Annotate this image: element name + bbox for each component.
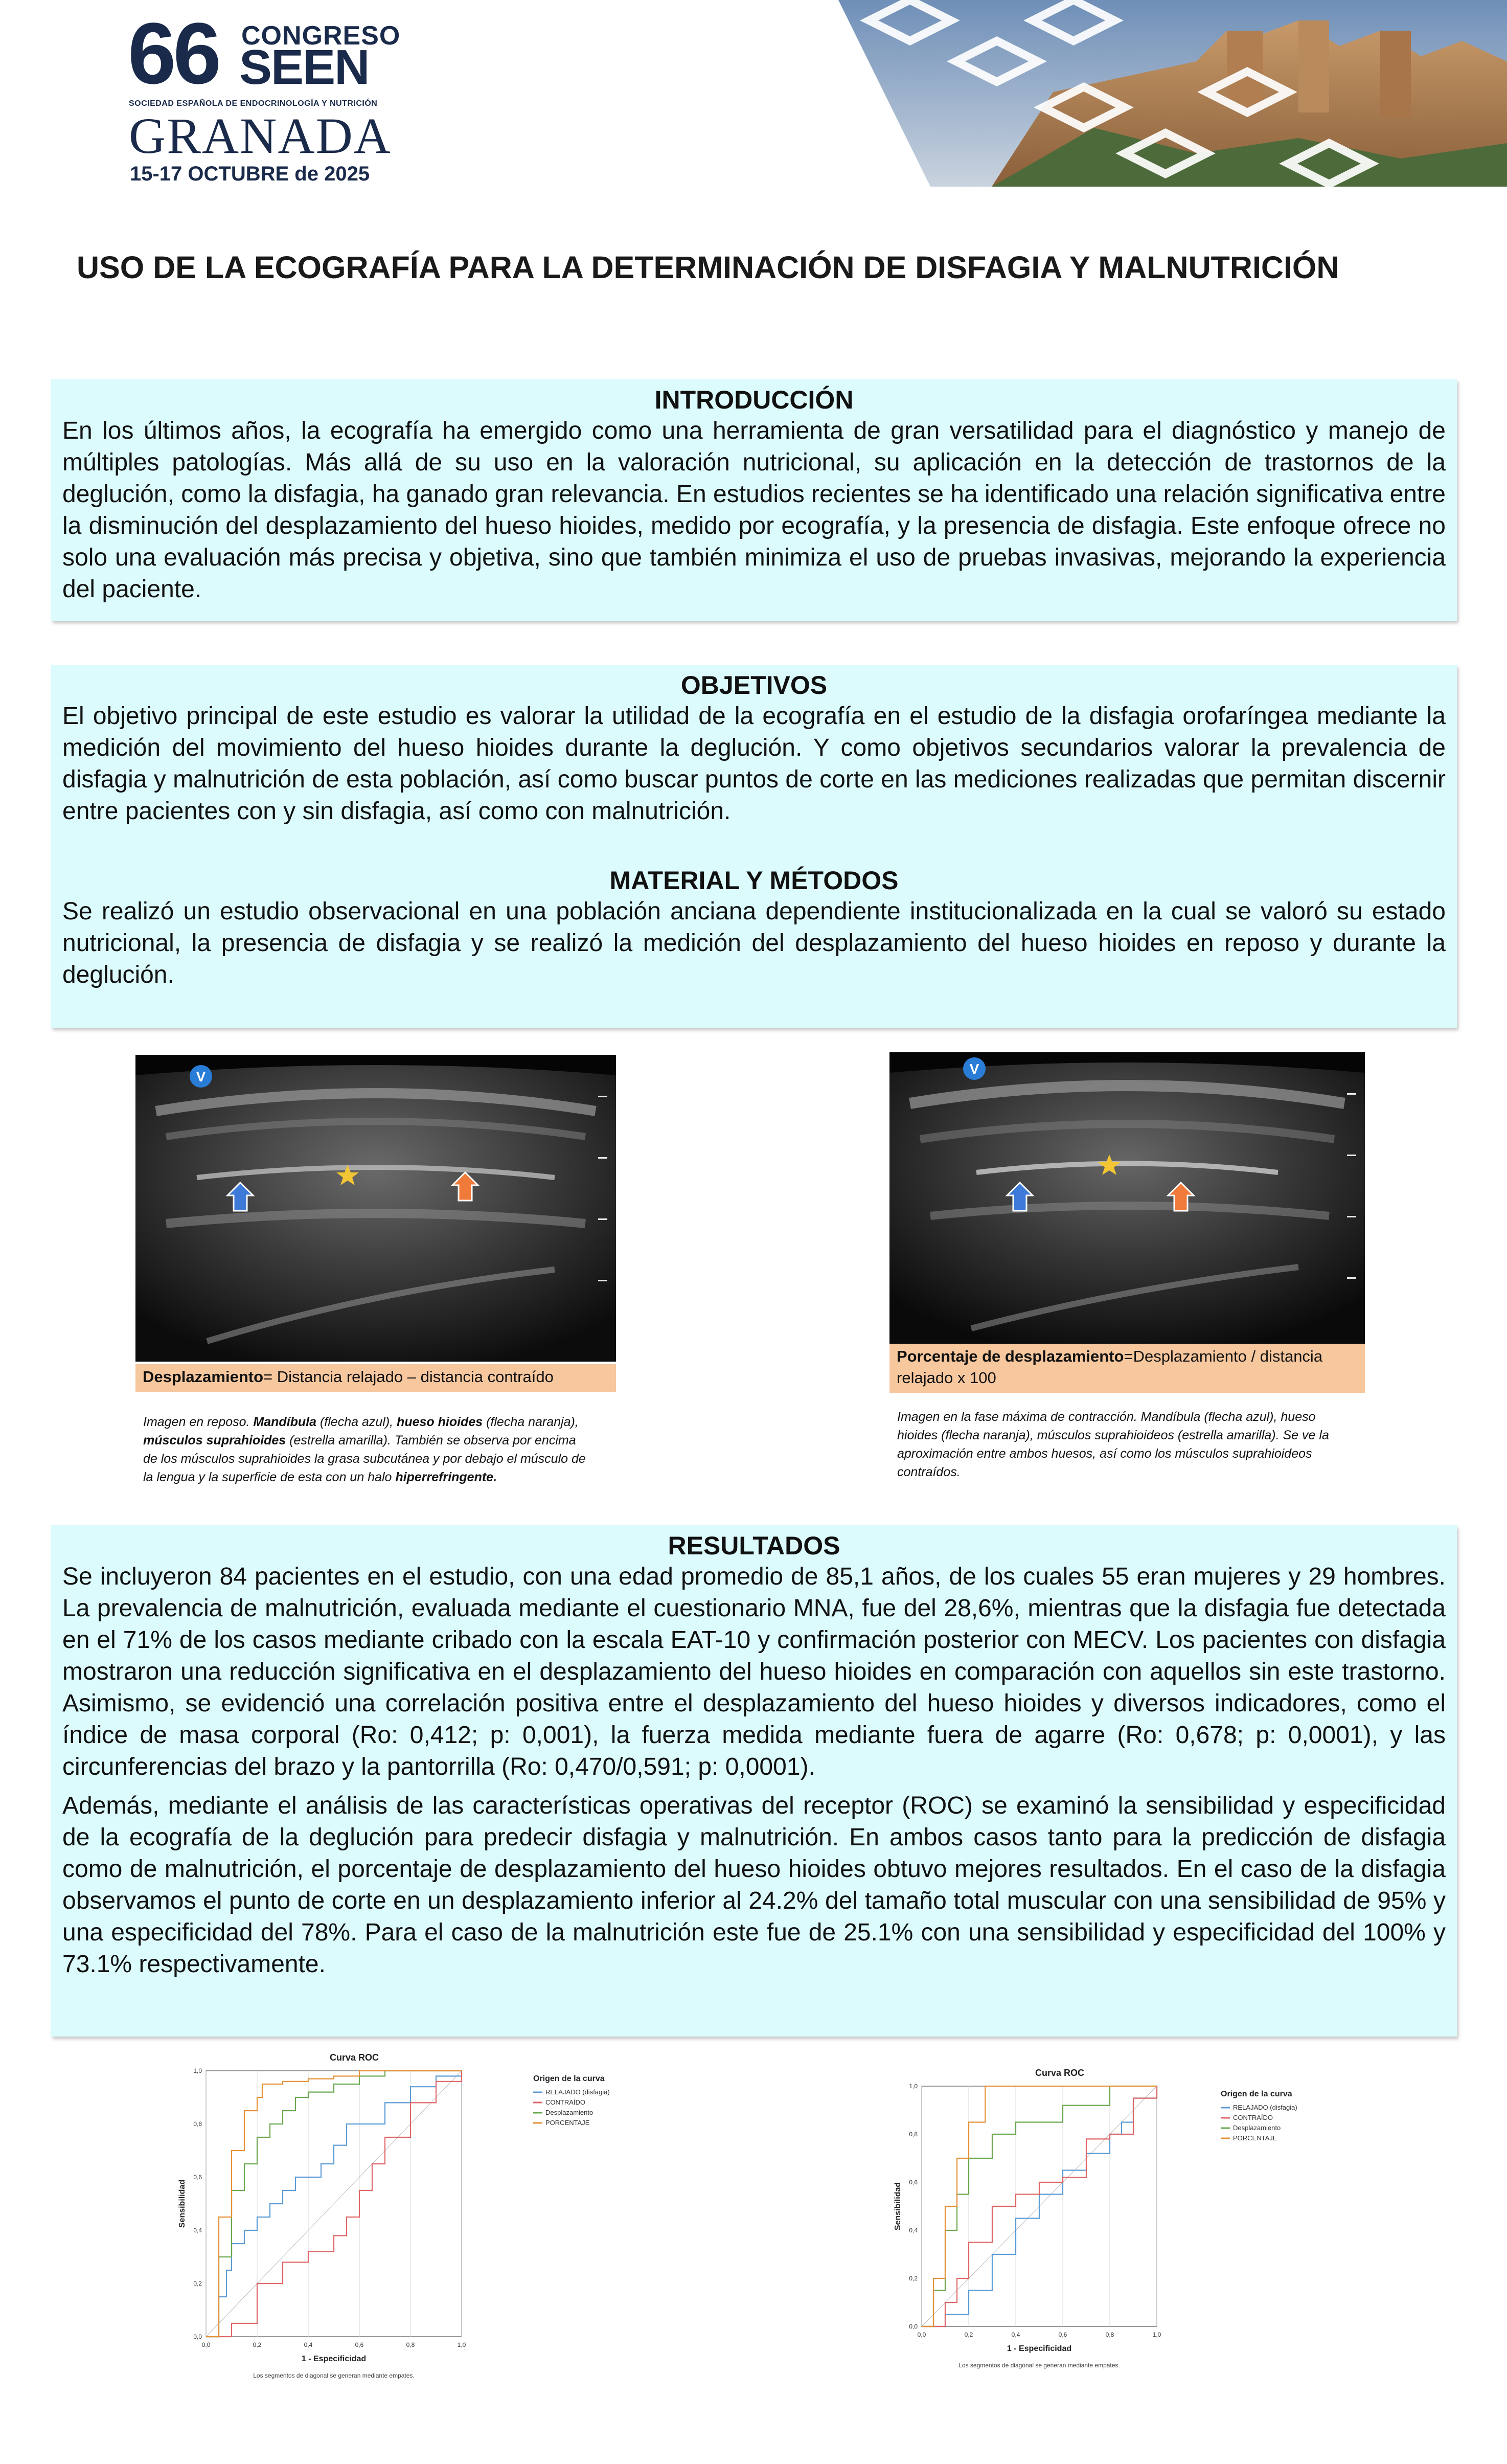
formula-displacement-label: Desplazamiento	[143, 1368, 264, 1386]
resultados-section	[51, 1525, 1457, 2037]
note-text: (flecha azul),	[316, 1415, 397, 1429]
logo-city: GRANADA	[129, 107, 392, 164]
roc-chart-dysphagia	[175, 2045, 676, 2393]
legend-entry: Desplazamiento	[1233, 2124, 1281, 2132]
y-tick-label: 0,8	[193, 2120, 202, 2128]
poster-title: USO DE LA ECOGRAFÍA PARA LA DETERMINACIÓN DE DISFAGIA Y MALNUTRICIÓN	[77, 250, 1339, 285]
x-tick-label: 0,4	[304, 2341, 313, 2348]
y-tick-label: 1,0	[909, 2083, 918, 2090]
logo-congreso: CONGRESO	[241, 21, 401, 51]
y-axis-label: Sensibilidad	[894, 2182, 902, 2231]
note-text: (flecha naranja),	[483, 1415, 579, 1429]
objetivos-material-section	[51, 665, 1457, 1028]
legend-entry: PORCENTAJE	[545, 2119, 590, 2127]
resultados-text-1: Se incluyeron 84 pacientes en el estudio, con una edad promedio de 85,1 años, de los cuales 55 eran mujeres y 29 hombres. La prevalencia de malnutrición, evaluada mediante el cuestionario MNA, fue del 28,6%, mientras que la disfagia fue detectada en el 71% de los casos mediante cribado con la escala EAT-10 y confirmación posterior con MECV. Los pacientes con disfagia mostraron una reducción significativa en el desplazamiento del hueso hioides en comparación con aquellos sin este trastorno. Asimismo, se evidenció una correlación positiva entre el desplazamiento del hueso hioides y diversos indicadores, como el índice de masa corporal (Ro: 0,412; p: 0,001), la fuerza medida mediante fuera de agarre (Ro: 0,678; p: 0,0001), y las circunferencias del brazo y la pantorrilla (Ro: 0,470/0,591; p: 0,0001).	[62, 1563, 1446, 1780]
note-bold: Mandíbula	[253, 1415, 317, 1429]
y-tick-label: 1,0	[193, 2067, 202, 2074]
x-axis-label: 1 - Especificidad	[301, 2355, 367, 2363]
ultrasound-figure-rest	[135, 1055, 616, 1515]
material-text: Se realizó un estudio observacional en una población anciana dependiente institucionalizada en la cual se valoró su estado nutricional, la presencia de disfagia y se realizó la medición del desplazamiento del hueso hioides en reposo y durante la deglución.	[62, 898, 1446, 988]
introduccion-text: En los últimos años, la ecografía ha emergido como una herramienta de gran versatilidad para el diagnóstico y manejo de múltiples patologías. Más allá de su uso en la valoración nutricional, su aplicación en la detección de trastornos de la deglución, como la disfagia, ha ganado gran relevancia. En estudios recientes se ha identificado una relación significativa entre la disminución del desplazamiento del hueso hioides, medido por ecografía, y la presencia de disfagia. Este enfoque ofrece no solo una evaluación más precisa y objetiva, sino que también minimiza el uso de pruebas invasivas, mejorando la experiencia del paciente.	[62, 417, 1446, 603]
probe-badge-label: V	[196, 1069, 206, 1084]
formula-percentage-rest: =Desplazamiento / distancia relajado x 100	[897, 1347, 1323, 1387]
y-axis-label: Sensibilidad	[178, 2179, 187, 2228]
legend-title: Origen de la curva	[533, 2074, 605, 2083]
y-tick-label: 0,4	[193, 2227, 202, 2234]
note-bold: hiperrefringente.	[395, 1470, 497, 1484]
note-bold: músculos suprahioides	[143, 1433, 286, 1448]
introduccion-section	[51, 379, 1457, 621]
x-tick-label: 0,8	[1105, 2331, 1114, 2338]
y-tick-label: 0,8	[909, 2131, 918, 2138]
ultrasound-figure-contraction	[889, 1052, 1365, 1512]
roc-chart-malnutrition	[883, 2061, 1354, 2393]
x-axis-label: 1 - Especificidad	[1007, 2344, 1072, 2353]
x-tick-label: 0,4	[1011, 2331, 1020, 2338]
y-tick-label: 0,2	[193, 2280, 202, 2287]
ultrasound-image-rest	[135, 1055, 616, 1362]
x-tick-label: 0,6	[1058, 2331, 1067, 2338]
formula-percentage	[889, 1344, 1365, 1393]
y-tick-label: 0,6	[193, 2174, 202, 2181]
resultados-text-2: Además, mediante el análisis de las características operativas del receptor (ROC) se examinó la sensibilidad y especificidad de la ecografía de la deglución para predecir disfagia y malnutrición. En ambos casos tanto para la predicción de disfagia como de malnutrición, el porcentaje de desplazamiento del hueso hioides obtuvo mejores resultados. En el caso de la disfagia observamos el punto de corte en un desplazamiento inferior al 24.2% del tamaño total muscular con una sensibilidad de 95% y una especificidad del 78%. Para el caso de la malnutrición este fue de 25.1% con una sensibilidad y especificidad del 100% y 73.1% respectivamente.	[62, 1792, 1446, 1978]
legend-entry: CONTRAÍDO	[545, 2098, 585, 2106]
y-tick-label: 0,0	[193, 2333, 202, 2340]
chart-title: Curva ROC	[329, 2052, 379, 2063]
logo-society: SOCIEDAD ESPAÑOLA DE ENDOCRINOLOGÍA Y NUTRICIÓN	[129, 99, 378, 108]
resultados-heading: RESULTADOS	[668, 1531, 840, 1560]
logo-acronym: SEEN	[239, 40, 369, 95]
x-tick-label: 0,2	[253, 2341, 262, 2348]
congress-logo	[128, 5, 401, 185]
objetivos-heading: OBJETIVOS	[680, 671, 828, 699]
contraction-image-caption: Imagen en la fase máxima de contracción. Mandíbula (flecha azul), hueso hioides (flecha naranja), músculos suprahioideos (estrella amarilla). Se ve la aproximación entre ambos huesos, así como los músculos suprahioideos contraídos.	[897, 1410, 1329, 1479]
x-tick-label: 0,8	[406, 2341, 415, 2348]
note-text: Imagen en reposo.	[143, 1415, 254, 1429]
legend-title: Origen de la curva	[1221, 2090, 1292, 2098]
chart-title: Curva ROC	[1035, 2068, 1085, 2078]
y-tick-label: 0,4	[909, 2227, 918, 2234]
legend-entry: PORCENTAJE	[1233, 2134, 1277, 2142]
ultrasound-image-contraction	[889, 1052, 1365, 1344]
logo-number: 66	[128, 5, 219, 102]
y-tick-label: 0,0	[909, 2323, 918, 2330]
x-tick-label: 0,0	[201, 2341, 211, 2348]
x-tick-label: 1,0	[457, 2341, 466, 2348]
formula-displacement-rest: = Distancia relajado – distancia contraído	[263, 1368, 554, 1386]
chart-footnote: Los segmentos de diagonal se generan mediante empates.	[958, 2362, 1120, 2369]
formula-percentage-label: Porcentaje de desplazamiento	[897, 1347, 1124, 1365]
note-text: (estrella amarilla). También se observa por encima de los músculos suprahioides la grasa subcutánea y por debajo el músculo de la lengua y la superficie de esta con un halo	[143, 1433, 586, 1484]
x-tick-label: 1,0	[1152, 2331, 1161, 2338]
legend-entry: CONTRAÍDO	[1233, 2114, 1273, 2121]
objetivos-text: El objetivo principal de este estudio es valorar la utilidad de la ecografía en el estudio de la disfagia orofaríngea mediante la medición del movimiento del hueso hioides durante la deglución. Y como objetivos secundarios valorar la prevalencia de disfagia y malnutrición de esta población, así como buscar puntos de corte en las mediciones realizadas que permitan discernir entre pacientes con y sin disfagia, así como con malnutrición.	[62, 703, 1446, 825]
legend-entry: RELAJADO (disfagia)	[1233, 2104, 1297, 2111]
formula-displacement	[135, 1364, 616, 1392]
probe-badge-label: V	[969, 1061, 979, 1077]
legend-entry: RELAJADO (disfagia)	[545, 2088, 610, 2096]
y-tick-label: 0,2	[909, 2275, 918, 2282]
x-tick-label: 0,6	[355, 2341, 364, 2348]
granada-banner-image	[838, 0, 1507, 187]
chart-footnote: Los segmentos de diagonal se generan mediante empates.	[253, 2372, 415, 2379]
note-bold: hueso hioides	[397, 1415, 483, 1429]
x-tick-label: 0,0	[917, 2331, 926, 2338]
x-tick-label: 0,2	[964, 2331, 973, 2338]
material-heading: MATERIAL Y MÉTODOS	[609, 866, 899, 895]
logo-dates: 15-17 OCTUBRE de 2025	[130, 163, 370, 185]
rest-image-caption	[143, 1413, 593, 1486]
legend-entry: Desplazamiento	[545, 2109, 593, 2116]
y-tick-label: 0,6	[909, 2179, 918, 2186]
introduccion-heading: INTRODUCCIÓN	[654, 386, 854, 414]
